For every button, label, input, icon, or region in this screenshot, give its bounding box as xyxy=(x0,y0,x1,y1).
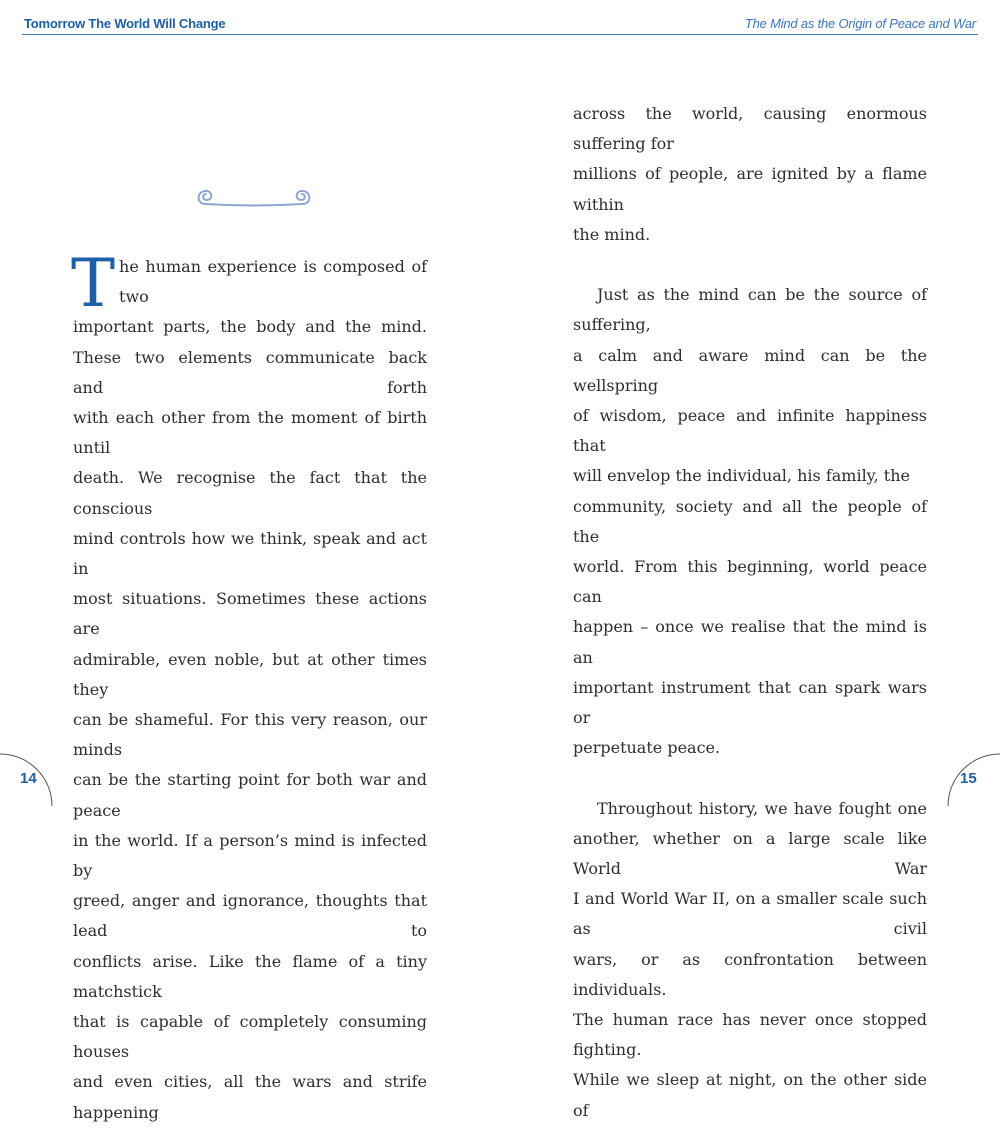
paragraph-history xyxy=(573,794,927,1126)
text-line: greed, anger and ignorance, thoughts that lead to xyxy=(73,891,427,941)
right-page-text xyxy=(573,99,927,1126)
text-line: wars, or as confrontation between individuals. xyxy=(573,949,927,999)
text-line: community, society and all the people of the xyxy=(573,496,927,546)
text-line: These two elements communicate back and forth xyxy=(73,347,427,397)
text-line: Throughout history, we have fought one xyxy=(597,798,927,818)
text-line: admirable, even noble, but at other times they xyxy=(73,649,427,699)
text-line: mind controls how we think, speak and act in xyxy=(73,528,427,579)
text-line: he human experience is composed of two xyxy=(119,257,427,307)
text-line: will envelop the individual, his family, the xyxy=(573,466,910,486)
text-line: perpetuate peace. xyxy=(573,738,721,758)
text-line: of wisdom, peace and infinite happiness that xyxy=(573,406,927,456)
text-line: conflicts arise. Like the flame of a tiny matchstick xyxy=(73,951,427,1001)
text-line: the mind. xyxy=(573,224,651,244)
text-line: can be shameful. For this very reason, our minds xyxy=(73,710,427,760)
text-line: a calm and aware mind can be the wellspring xyxy=(573,345,927,395)
text-line: can be the starting point for both war and peace xyxy=(73,770,427,820)
page-number-right: 15 xyxy=(960,770,977,787)
chapter-title: The Mind as the Origin of Peace and War xyxy=(744,16,976,31)
drop-cap: T xyxy=(71,245,116,322)
intro-paragraph xyxy=(71,245,427,1128)
text-line: Just as the mind can be the source of suffering, xyxy=(573,285,927,335)
text-line: in the world. If a person’s mind is infected by xyxy=(73,830,427,881)
text-line: that is capable of completely consuming houses xyxy=(73,1012,427,1062)
page-number-left: 14 xyxy=(20,770,37,787)
running-header xyxy=(22,0,978,35)
left-page-text xyxy=(71,245,427,1128)
text-line: most situations. Sometimes these actions are xyxy=(73,589,427,639)
text-line: world. From this beginning, world peace can xyxy=(573,557,927,607)
text-line: important instrument that can spark wars or xyxy=(573,677,927,728)
text-line: I and World War II, on a smaller scale such as civil xyxy=(573,889,927,939)
text-line: millions of people, are ignited by a flame within xyxy=(573,164,927,214)
scroll-ornament-icon xyxy=(193,182,315,212)
paragraph-wellspring xyxy=(573,280,927,763)
text-line: important parts, the body and the mind. xyxy=(73,317,427,337)
text-line: across the world, causing enormous suffering for xyxy=(573,104,927,154)
text-line: happen – once we realise that the mind is an xyxy=(573,617,927,667)
text-line: The human race has never once stopped fighting. xyxy=(573,1010,927,1060)
text-line: another, whether on a large scale like World War xyxy=(573,828,927,879)
text-line: with each other from the moment of birth until xyxy=(73,408,427,458)
text-line: and even cities, all the wars and strife happening xyxy=(73,1072,427,1122)
text-line: While we sleep at night, on the other side of xyxy=(573,1070,927,1120)
text-line: death. We recognise the fact that the conscious xyxy=(73,468,427,518)
book-title: Tomorrow The World Will Change xyxy=(24,16,226,31)
paragraph-continuation xyxy=(573,99,927,250)
